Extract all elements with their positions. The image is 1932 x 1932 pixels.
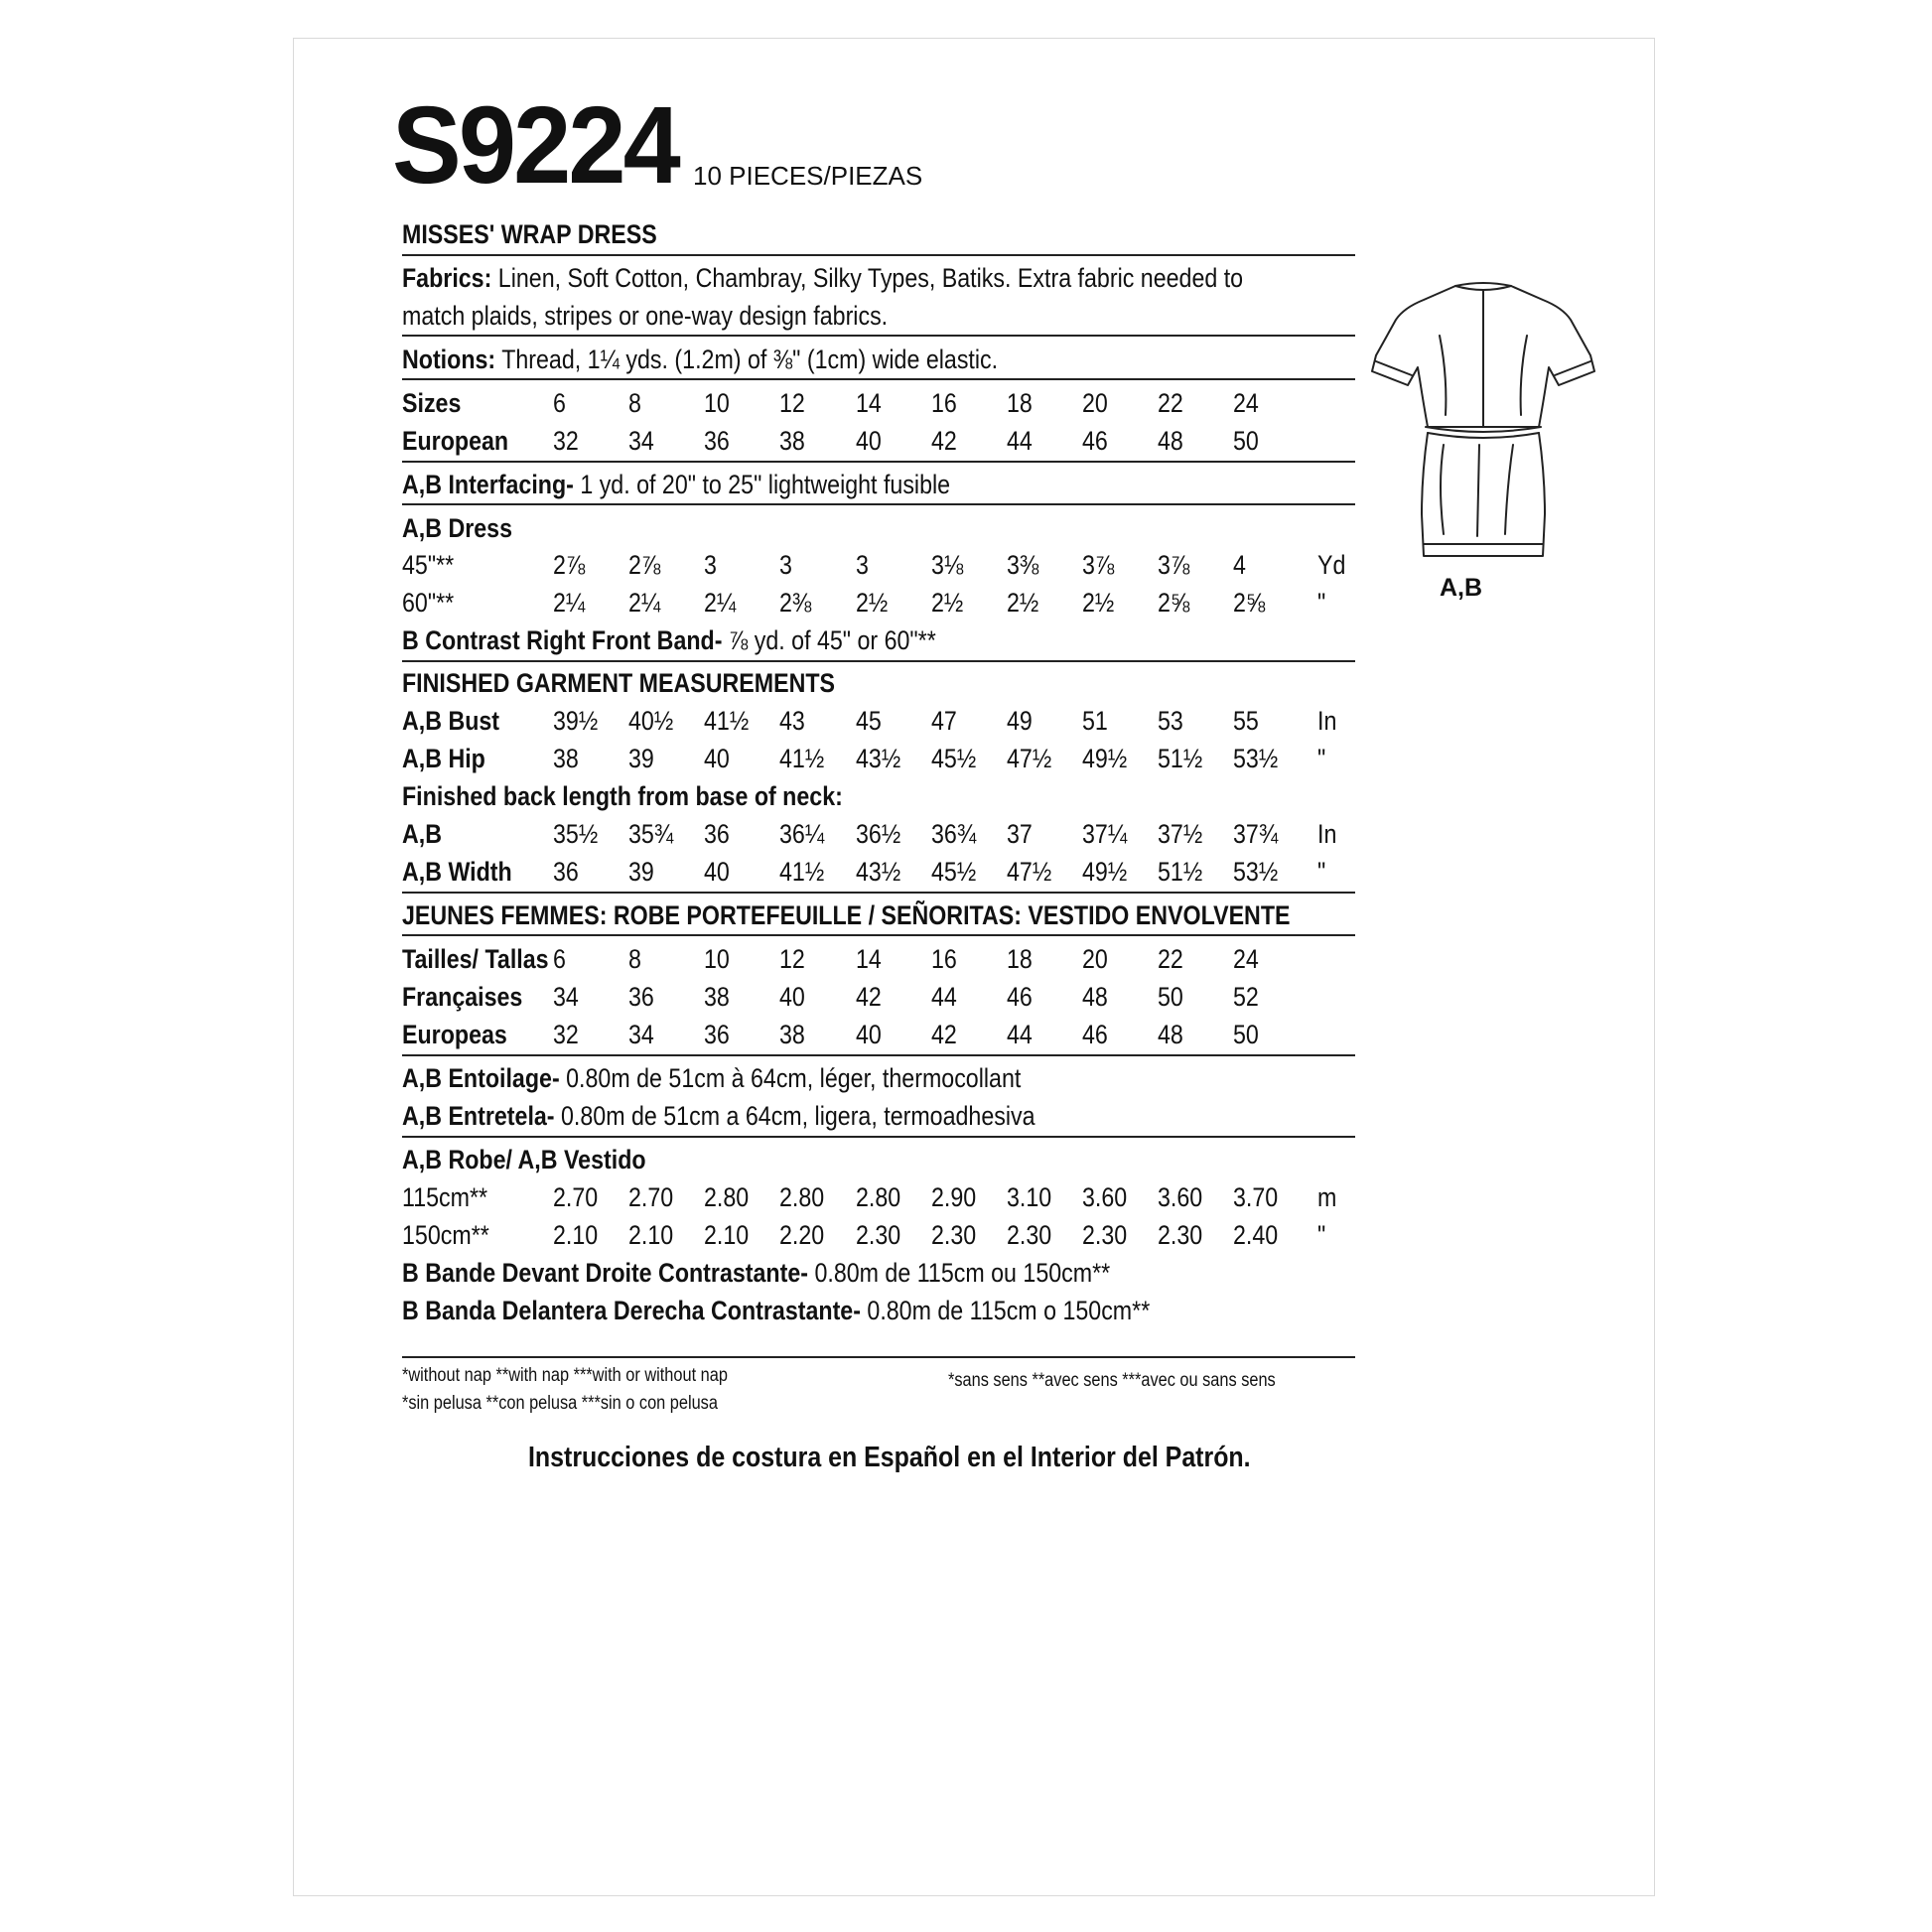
cell: 46 [1082, 1020, 1108, 1049]
cell: 40 [704, 744, 730, 773]
cell: 24 [1233, 388, 1259, 418]
view-label: A,B [1440, 574, 1483, 602]
banda-text: 0.80m de 115cm o 150cm** [860, 1296, 1151, 1325]
contrast-text: ⅞ yd. of 45" or 60"** [722, 625, 936, 655]
cell: 44 [931, 982, 957, 1012]
fr-es-title: JEUNES FEMMES: ROBE PORTEFEUILLE / SEÑORITAS: VESTIDO ENVOLVENTE [402, 900, 1291, 930]
cell: 49½ [1082, 744, 1128, 773]
unit: " [1317, 588, 1326, 618]
unit: Yd [1317, 550, 1346, 580]
cell: 32 [553, 426, 579, 456]
spanish-instructions-note: Instrucciones de costura en Español en el Interior del Patrón. [528, 1442, 1251, 1473]
entretela-label: A,B Entretela- [402, 1101, 555, 1131]
cell: 47 [931, 706, 957, 736]
fabrics-line-1 [402, 259, 1243, 297]
cell: 24 [1233, 944, 1259, 974]
notions-text: Thread, 1¼ yds. (1.2m) of ⅜" (1cm) wide elastic. [495, 345, 999, 374]
unit: " [1317, 744, 1326, 773]
divider [402, 1356, 1355, 1358]
fabrics-label: Fabrics: [402, 263, 492, 293]
cell: 50 [1233, 426, 1259, 456]
dress-heading: A,B Dress [402, 513, 512, 543]
cell: 2.40 [1233, 1220, 1279, 1250]
cell: 37½ [1158, 819, 1203, 849]
cell: 43 [779, 706, 805, 736]
unit: m [1317, 1182, 1337, 1212]
cell: 2½ [931, 588, 964, 618]
cell: 51 [1082, 706, 1108, 736]
notions-line [402, 341, 998, 378]
entretela-text: 0.80m de 51cm a 64cm, ligera, termoadhesiva [554, 1101, 1035, 1131]
row-label: A,B Hip [402, 744, 485, 773]
row-label: 150cm** [402, 1220, 489, 1250]
cell: 20 [1082, 944, 1108, 974]
cell: 2¼ [628, 588, 661, 618]
divider [402, 1054, 1355, 1056]
row-label: Tailles/ Tallas [402, 944, 549, 974]
cell: 36 [628, 982, 654, 1012]
cell: 2.30 [1082, 1220, 1128, 1250]
cell: 52 [1233, 982, 1259, 1012]
pattern-number: S9224 [392, 84, 678, 207]
cell: 37¼ [1082, 819, 1128, 849]
cell: 36¼ [779, 819, 825, 849]
cell: 2¼ [704, 588, 737, 618]
divider [402, 254, 1355, 256]
cell: 47½ [1007, 857, 1052, 887]
cell: 2.20 [779, 1220, 825, 1250]
cell: 2⅞ [628, 550, 661, 580]
cell: 45½ [931, 744, 977, 773]
cell: 43½ [856, 744, 901, 773]
cell: 2.30 [931, 1220, 977, 1250]
cell: 18 [1007, 944, 1033, 974]
cell: 2.30 [856, 1220, 901, 1250]
cell: 18 [1007, 388, 1033, 418]
cell: 55 [1233, 706, 1259, 736]
cell: 4 [1233, 550, 1246, 580]
divider [402, 1136, 1355, 1138]
cell: 44 [1007, 1020, 1033, 1049]
cell: 42 [856, 982, 882, 1012]
cell: 2½ [856, 588, 889, 618]
interfacing-text: 1 yd. of 20" to 25" lightweight fusible [573, 470, 951, 499]
cell: 42 [931, 1020, 957, 1049]
cell: 34 [628, 1020, 654, 1049]
cell: 3 [704, 550, 717, 580]
row-label: 115cm** [402, 1182, 488, 1212]
cell: 43½ [856, 857, 901, 887]
divider [402, 503, 1355, 505]
row-label: Europeas [402, 1020, 507, 1049]
cell: 3⅜ [1007, 550, 1039, 580]
entoilage-text: 0.80m de 51cm à 64cm, léger, thermocollant [559, 1063, 1022, 1093]
divider [402, 660, 1355, 662]
cell: 39½ [553, 706, 599, 736]
cell: 36 [704, 1020, 730, 1049]
cell: 48 [1158, 1020, 1183, 1049]
cell: 34 [553, 982, 579, 1012]
cell: 51½ [1158, 857, 1203, 887]
cell: 3 [779, 550, 792, 580]
cell: 42 [931, 426, 957, 456]
cell: 38 [779, 426, 805, 456]
divider [402, 934, 1355, 936]
cell: 46 [1007, 982, 1033, 1012]
cell: 22 [1158, 388, 1183, 418]
cell: 35¾ [628, 819, 674, 849]
cell: 20 [1082, 388, 1108, 418]
contrast-label: B Contrast Right Front Band- [402, 625, 723, 655]
entoilage-label: A,B Entoilage- [402, 1063, 560, 1093]
bande-line [402, 1254, 1110, 1292]
row-label: Françaises [402, 982, 523, 1012]
cell: 40 [856, 426, 882, 456]
nap-footnote-en: *without nap **with nap ***with or without nap [402, 1365, 728, 1386]
row-label: 60"** [402, 588, 455, 618]
interfacing-label: A,B Interfacing- [402, 470, 574, 499]
fabrics-text: Linen, Soft Cotton, Chambray, Silky Types, Batiks. Extra fabric needed to [491, 263, 1244, 293]
divider [402, 892, 1355, 894]
cell: 2⅞ [553, 550, 586, 580]
row-label: A,B Bust [402, 706, 500, 736]
cell: 8 [628, 388, 641, 418]
cell: 2.70 [628, 1182, 674, 1212]
unit: " [1317, 1220, 1326, 1250]
cell: 44 [1007, 426, 1033, 456]
cell: 10 [704, 944, 730, 974]
cell: 3 [856, 550, 869, 580]
cell: 40 [779, 982, 805, 1012]
cell: 14 [856, 388, 882, 418]
bande-label: B Bande Devant Droite Contrastante- [402, 1258, 808, 1288]
cell: 53½ [1233, 744, 1279, 773]
cell: 2.10 [553, 1220, 599, 1250]
fabrics-line-2: match plaids, stripes or one-way design fabrics. [402, 301, 889, 331]
row-label: A,B [402, 819, 442, 849]
finished-heading: FINISHED GARMENT MEASUREMENTS [402, 668, 836, 698]
row-label: 45"** [402, 550, 455, 580]
cell: 2½ [1082, 588, 1115, 618]
cell: 37¾ [1233, 819, 1279, 849]
cell: 51½ [1158, 744, 1203, 773]
notions-label: Notions: [402, 345, 496, 374]
cell: 49½ [1082, 857, 1128, 887]
cell: 2.30 [1158, 1220, 1203, 1250]
cell: 47½ [1007, 744, 1052, 773]
cell: 14 [856, 944, 882, 974]
row-label: A,B Width [402, 857, 512, 887]
bande-text: 0.80m de 115cm ou 150cm** [807, 1258, 1111, 1288]
cell: 3⅛ [931, 550, 964, 580]
cell: 35½ [553, 819, 599, 849]
cell: 2.90 [931, 1182, 977, 1212]
cell: 41½ [779, 857, 825, 887]
nap-footnote-es: *sin pelusa **con pelusa ***sin o con pelusa [402, 1393, 718, 1414]
cell: 2.80 [856, 1182, 901, 1212]
cell: 36 [704, 426, 730, 456]
cell: 2¼ [553, 588, 586, 618]
cell: 8 [628, 944, 641, 974]
cell: 40 [704, 857, 730, 887]
cell: 48 [1158, 426, 1183, 456]
cell: 22 [1158, 944, 1183, 974]
cell: 6 [553, 944, 566, 974]
cell: 36 [553, 857, 579, 887]
pieces-count: 10 PIECES/PIEZAS [693, 161, 923, 191]
cell: 46 [1082, 426, 1108, 456]
divider [402, 335, 1355, 337]
cell: 50 [1233, 1020, 1259, 1049]
unit: In [1317, 819, 1337, 849]
cell: 2⅜ [779, 588, 812, 618]
cell: 40½ [628, 706, 674, 736]
back-length-heading: Finished back length from base of neck: [402, 781, 843, 811]
nap-footnote-fr: *sans sens **avec sens ***avec ou sans sens [948, 1370, 1276, 1391]
cell: 2.70 [553, 1182, 599, 1212]
banda-label: B Banda Delantera Derecha Contrastante- [402, 1296, 861, 1325]
cell: 34 [628, 426, 654, 456]
cell: 2.80 [779, 1182, 825, 1212]
cell: 48 [1082, 982, 1108, 1012]
divider [402, 461, 1355, 463]
cell: 32 [553, 1020, 579, 1049]
cell: 50 [1158, 982, 1183, 1012]
cell: 2.80 [704, 1182, 750, 1212]
cell: 38 [553, 744, 579, 773]
robe-heading: A,B Robe/ A,B Vestido [402, 1145, 646, 1174]
unit: " [1317, 857, 1326, 887]
cell: 36½ [856, 819, 901, 849]
garment-title: MISSES' WRAP DRESS [402, 219, 657, 249]
cell: 37 [1007, 819, 1033, 849]
cell: 6 [553, 388, 566, 418]
cell: 53 [1158, 706, 1183, 736]
cell: 16 [931, 944, 957, 974]
cell: 53½ [1233, 857, 1279, 887]
wrap-dress-line-drawing-icon [1368, 276, 1598, 574]
entretela-line [402, 1097, 1035, 1135]
cell: 39 [628, 857, 654, 887]
cell: 2.10 [628, 1220, 674, 1250]
cell: 2⅝ [1233, 588, 1266, 618]
banda-line [402, 1292, 1150, 1329]
divider [402, 378, 1355, 380]
cell: 40 [856, 1020, 882, 1049]
row-label: Sizes [402, 388, 462, 418]
cell: 2½ [1007, 588, 1039, 618]
cell: 39 [628, 744, 654, 773]
interfacing-line [402, 466, 950, 503]
cell: 3.10 [1007, 1182, 1052, 1212]
cell: 16 [931, 388, 957, 418]
unit: In [1317, 706, 1337, 736]
cell: 36 [704, 819, 730, 849]
row-label: European [402, 426, 509, 456]
cell: 45½ [931, 857, 977, 887]
cell: 2⅝ [1158, 588, 1190, 618]
cell: 49 [1007, 706, 1033, 736]
cell: 12 [779, 944, 805, 974]
cell: 38 [704, 982, 730, 1012]
cell: 12 [779, 388, 805, 418]
cell: 36¾ [931, 819, 977, 849]
cell: 41½ [779, 744, 825, 773]
contrast-band-line [402, 621, 936, 659]
cell: 3.60 [1158, 1182, 1203, 1212]
cell: 3.60 [1082, 1182, 1128, 1212]
cell: 2.10 [704, 1220, 750, 1250]
cell: 3⅞ [1158, 550, 1190, 580]
cell: 38 [779, 1020, 805, 1049]
cell: 41½ [704, 706, 750, 736]
cell: 45 [856, 706, 882, 736]
cell: 2.30 [1007, 1220, 1052, 1250]
entoilage-line [402, 1059, 1021, 1097]
cell: 10 [704, 388, 730, 418]
cell: 3.70 [1233, 1182, 1279, 1212]
cell: 3⅞ [1082, 550, 1115, 580]
